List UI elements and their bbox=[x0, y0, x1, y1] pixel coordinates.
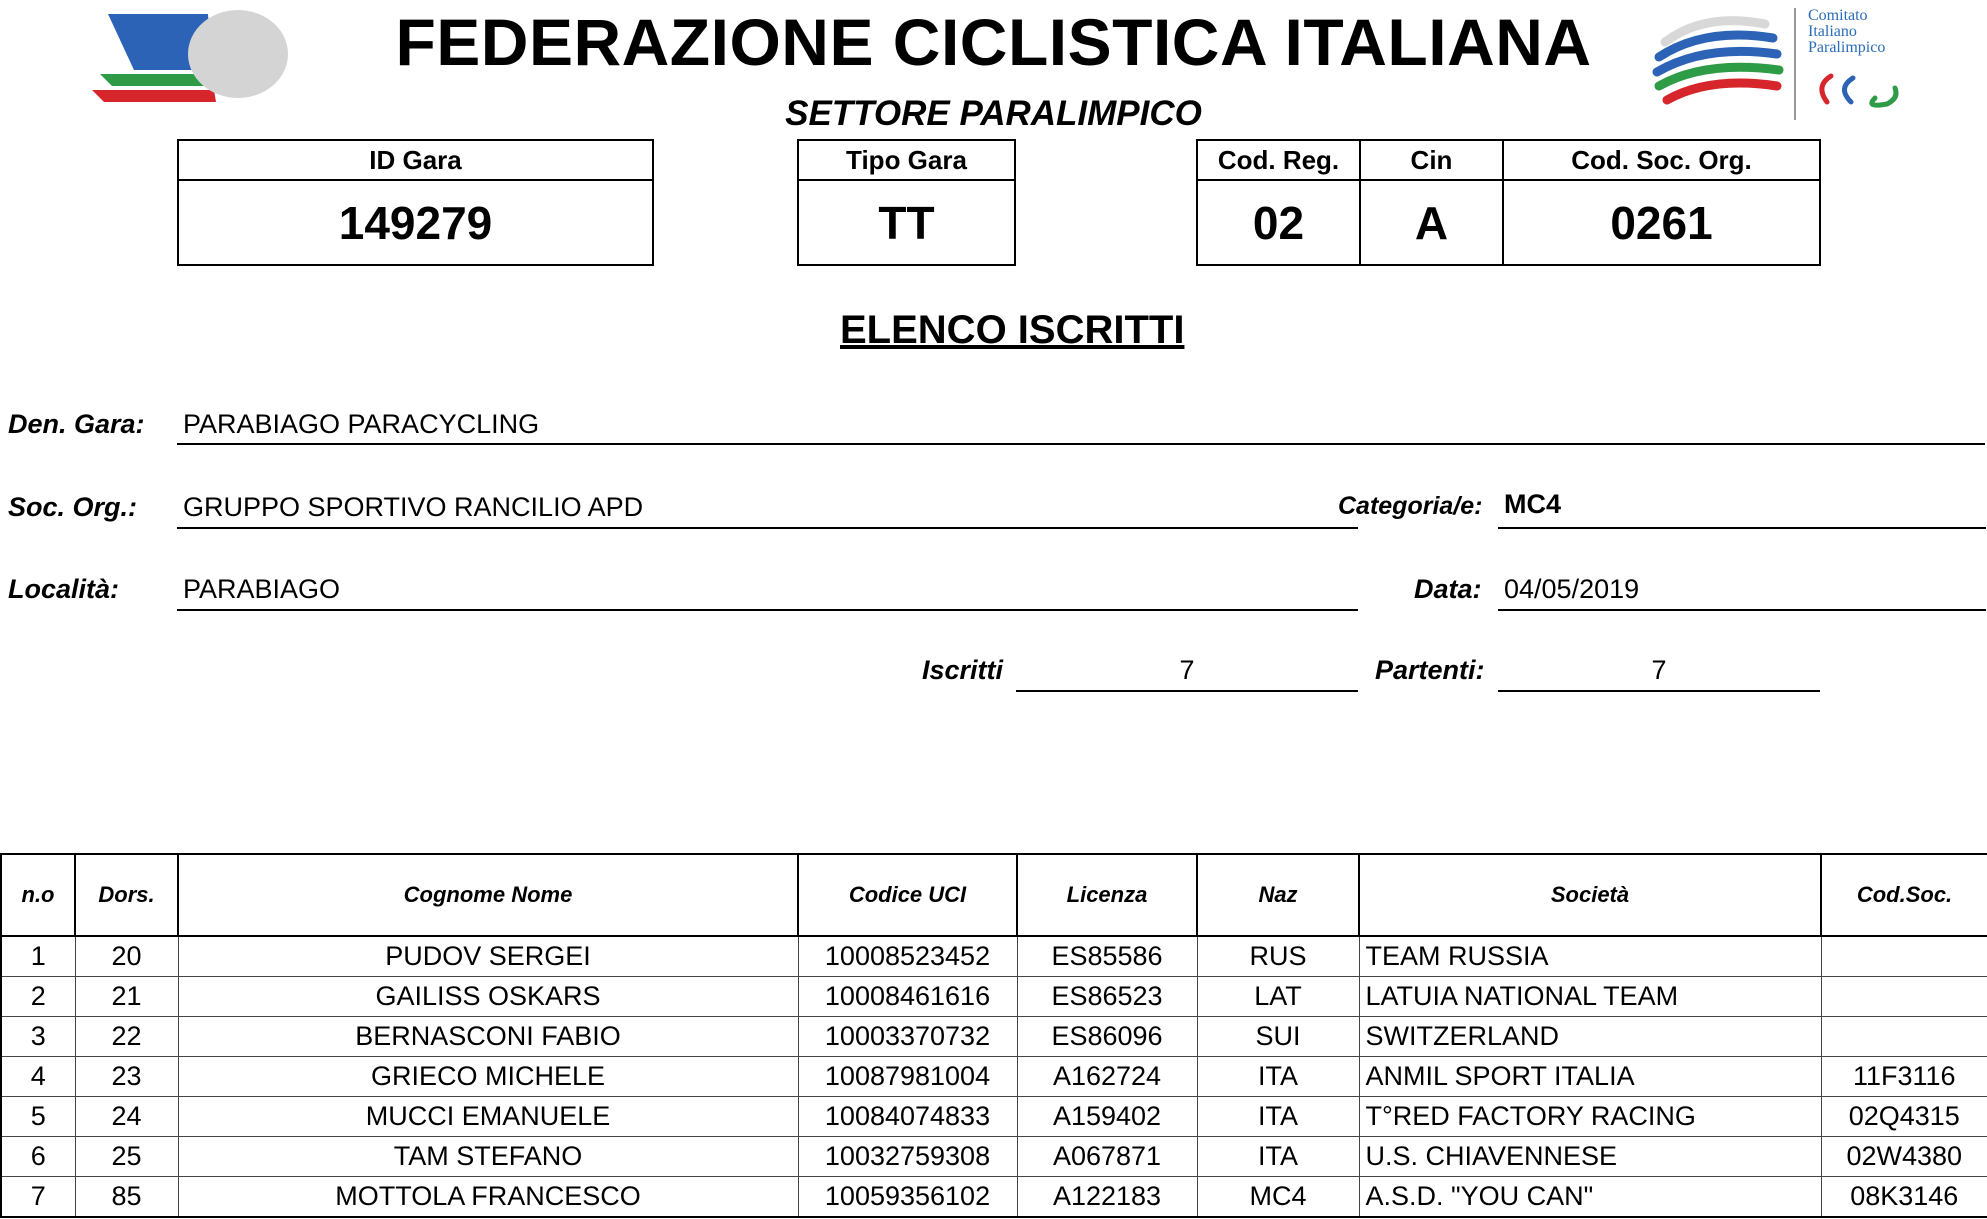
iscritti-underline bbox=[1016, 690, 1358, 692]
cell-dors: 21 bbox=[75, 977, 178, 1017]
partenti-label: Partenti: bbox=[1375, 655, 1485, 685]
col-header-no: n.o bbox=[1, 854, 75, 936]
cell-naz: ITA bbox=[1197, 1137, 1359, 1177]
soc-org-label: Soc. Org.: bbox=[8, 492, 138, 522]
cell-name: BERNASCONI FABIO bbox=[178, 1017, 798, 1057]
table-row bbox=[1, 936, 1987, 977]
tipo-gara-label: Tipo Gara bbox=[799, 141, 1014, 180]
cell-codsoc bbox=[1821, 936, 1987, 977]
iscritti-label: Iscritti bbox=[922, 655, 1004, 685]
cell-societa: TEAM RUSSIA bbox=[1359, 936, 1821, 977]
tipo-gara-value: TT bbox=[799, 180, 1014, 264]
categorie-value: MC4 bbox=[1504, 489, 1562, 519]
col-header-name: Cognome Nome bbox=[178, 854, 798, 936]
partenti-underline bbox=[1498, 690, 1820, 692]
cell-licenza: ES86523 bbox=[1017, 977, 1197, 1017]
partenti-value: 7 bbox=[1651, 655, 1667, 685]
id-gara-box bbox=[177, 139, 654, 266]
table-row bbox=[1, 1177, 1987, 1218]
cell-naz: ITA bbox=[1197, 1097, 1359, 1137]
cod-reg-label: Cod. Reg. bbox=[1198, 141, 1360, 180]
table-row bbox=[1, 1057, 1987, 1097]
categorie-label: Categoria/e: bbox=[1338, 492, 1483, 520]
cod-soc-org-label: Cod. Soc. Org. bbox=[1503, 141, 1819, 180]
entries-table bbox=[0, 853, 1987, 1218]
cell-uci: 10008461616 bbox=[798, 977, 1017, 1017]
cell-dors: 85 bbox=[75, 1177, 178, 1218]
cell-name: GAILISS OSKARS bbox=[178, 977, 798, 1017]
cell-societa: SWITZERLAND bbox=[1359, 1017, 1821, 1057]
cell-name: TAM STEFANO bbox=[178, 1137, 798, 1177]
col-header-codsoc: Cod.Soc. bbox=[1821, 854, 1987, 936]
cell-codsoc bbox=[1821, 977, 1987, 1017]
table-row bbox=[1, 1097, 1987, 1137]
cell-uci: 10032759308 bbox=[798, 1137, 1017, 1177]
cell-uci: 10008523452 bbox=[798, 936, 1017, 977]
cell-licenza: A162724 bbox=[1017, 1057, 1197, 1097]
cell-societa: T°RED FACTORY RACING bbox=[1359, 1097, 1821, 1137]
cell-no: 5 bbox=[1, 1097, 75, 1137]
cell-dors: 24 bbox=[75, 1097, 178, 1137]
cell-no: 4 bbox=[1, 1057, 75, 1097]
data-value: 04/05/2019 bbox=[1504, 574, 1640, 604]
id-gara-label: ID Gara bbox=[179, 141, 652, 180]
col-header-societa: Società bbox=[1359, 854, 1821, 936]
cell-dors: 20 bbox=[75, 936, 178, 977]
cell-codsoc: 02Q4315 bbox=[1821, 1097, 1987, 1137]
categorie-underline bbox=[1498, 527, 1986, 529]
cell-name: MUCCI EMANUELE bbox=[178, 1097, 798, 1137]
cell-societa: U.S. CHIAVENNESE bbox=[1359, 1137, 1821, 1177]
page-subtitle: SETTORE PARALIMPICO bbox=[785, 94, 1202, 133]
den-gara-value: PARABIAGO PARACYCLING bbox=[183, 409, 540, 439]
localita-label: Località: bbox=[8, 574, 120, 604]
localita-value: PARABIAGO bbox=[183, 574, 341, 604]
table-row bbox=[1, 977, 1987, 1017]
cell-no: 3 bbox=[1, 1017, 75, 1057]
cell-licenza: A122183 bbox=[1017, 1177, 1197, 1218]
cell-name: PUDOV SERGEI bbox=[178, 936, 798, 977]
cell-uci: 10087981004 bbox=[798, 1057, 1017, 1097]
cip-text-line: Paralimpico bbox=[1808, 39, 1886, 56]
cell-codsoc: 08K3146 bbox=[1821, 1177, 1987, 1218]
cell-codsoc: 11F3116 bbox=[1821, 1057, 1987, 1097]
data-label: Data: bbox=[1414, 574, 1482, 604]
section-heading: ELENCO ISCRITTI bbox=[840, 308, 1185, 352]
cell-no: 2 bbox=[1, 977, 75, 1017]
id-gara-value: 149279 bbox=[179, 180, 652, 264]
cell-licenza: ES85586 bbox=[1017, 936, 1197, 977]
cell-licenza: A067871 bbox=[1017, 1137, 1197, 1177]
cell-dors: 22 bbox=[75, 1017, 178, 1057]
cell-codsoc: 02W4380 bbox=[1821, 1137, 1987, 1177]
cell-naz: LAT bbox=[1197, 977, 1359, 1017]
cell-uci: 10084074833 bbox=[798, 1097, 1017, 1137]
cell-no: 1 bbox=[1, 936, 75, 977]
table-row bbox=[1, 1137, 1987, 1177]
cell-naz: SUI bbox=[1197, 1017, 1359, 1057]
cell-societa: A.S.D. "YOU CAN" bbox=[1359, 1177, 1821, 1218]
tipo-gara-box bbox=[797, 139, 1016, 266]
localita-underline bbox=[177, 609, 1358, 611]
table-row bbox=[1, 1017, 1987, 1057]
cell-no: 6 bbox=[1, 1137, 75, 1177]
col-header-uci: Codice UCI bbox=[798, 854, 1017, 936]
cell-dors: 23 bbox=[75, 1057, 178, 1097]
cell-name: GRIECO MICHELE bbox=[178, 1057, 798, 1097]
cell-codsoc bbox=[1821, 1017, 1987, 1057]
cell-no: 7 bbox=[1, 1177, 75, 1218]
cell-dors: 25 bbox=[75, 1137, 178, 1177]
cell-naz: ITA bbox=[1197, 1057, 1359, 1097]
cell-societa: ANMIL SPORT ITALIA bbox=[1359, 1057, 1821, 1097]
codes-box bbox=[1196, 139, 1821, 266]
cell-naz: MC4 bbox=[1197, 1177, 1359, 1218]
cin-value: A bbox=[1360, 180, 1503, 264]
cod-reg-value: 02 bbox=[1198, 180, 1360, 264]
cell-naz: RUS bbox=[1197, 936, 1359, 977]
den-gara-underline bbox=[177, 443, 1985, 445]
data-underline bbox=[1498, 609, 1986, 611]
cell-name: MOTTOLA FRANCESCO bbox=[178, 1177, 798, 1218]
table-header-row bbox=[1, 854, 1987, 936]
cell-uci: 10003370732 bbox=[798, 1017, 1017, 1057]
cip-text-line: Italiano bbox=[1808, 23, 1857, 40]
cell-licenza: A159402 bbox=[1017, 1097, 1197, 1137]
cell-societa: LATUIA NATIONAL TEAM bbox=[1359, 977, 1821, 1017]
cell-uci: 10059356102 bbox=[798, 1177, 1017, 1218]
soc-org-value: GRUPPO SPORTIVO RANCILIO APD bbox=[183, 492, 644, 522]
cin-label: Cin bbox=[1360, 141, 1503, 180]
iscritti-value: 7 bbox=[1179, 655, 1195, 685]
page-title: FEDERAZIONE CICLISTICA ITALIANA bbox=[395, 5, 1592, 79]
col-header-dors: Dors. bbox=[75, 854, 178, 936]
col-header-naz: Naz bbox=[1197, 854, 1359, 936]
soc-org-underline bbox=[177, 527, 1358, 529]
cell-licenza: ES86096 bbox=[1017, 1017, 1197, 1057]
den-gara-label: Den. Gara: bbox=[8, 409, 145, 439]
col-header-licenza: Licenza bbox=[1017, 854, 1197, 936]
cip-text-line: Comitato bbox=[1808, 7, 1868, 24]
cod-soc-org-value: 0261 bbox=[1503, 180, 1819, 264]
